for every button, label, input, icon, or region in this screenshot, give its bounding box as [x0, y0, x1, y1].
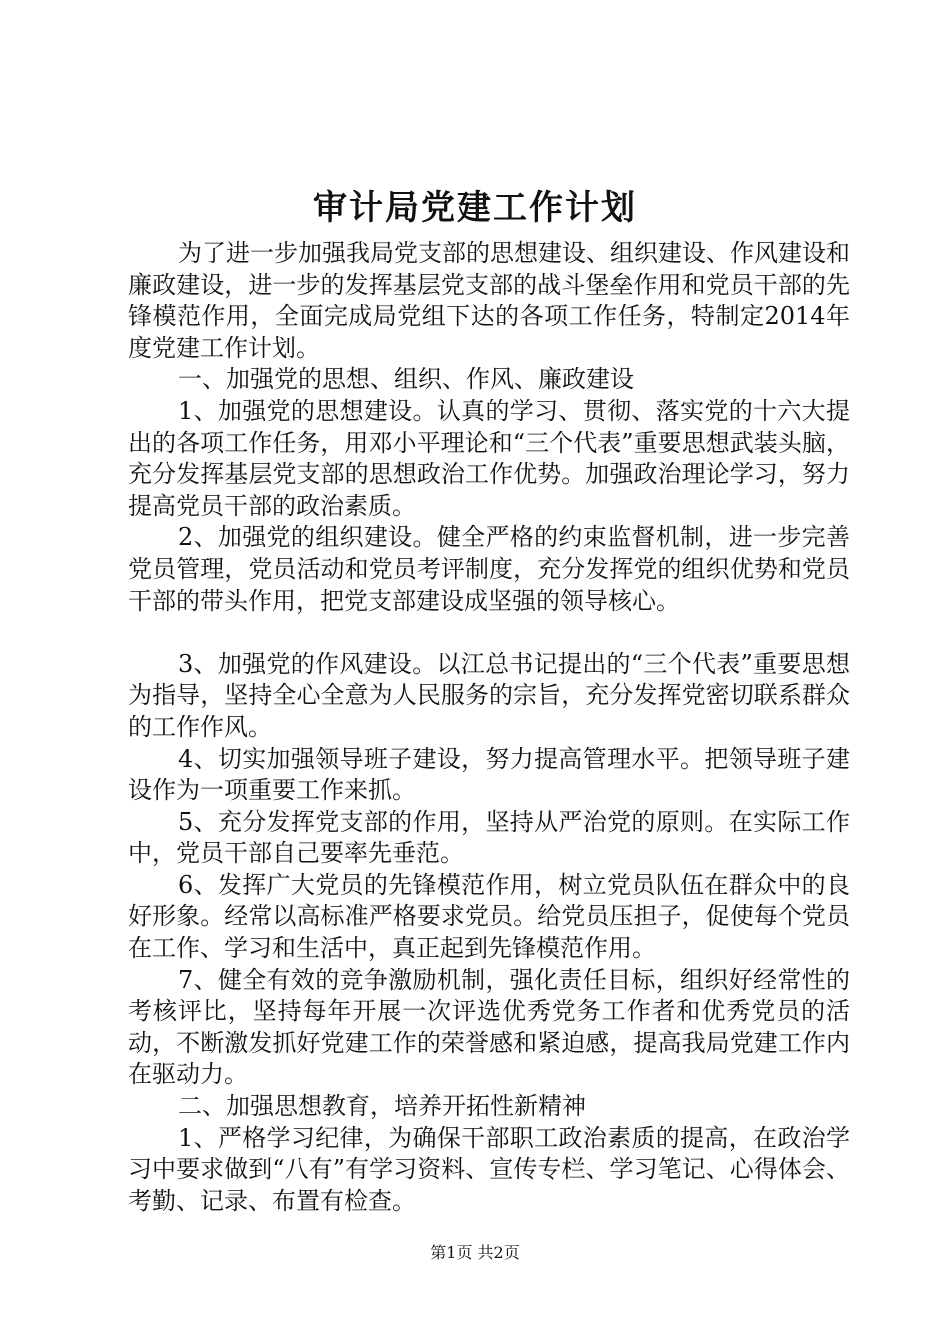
- item-paragraph: 6、发挥广大党员的先锋模范作用，树立党员队伍在群众中的良好形象。经常以高标准严格要求党员。给党员压担子，促使每个党员在工作、学习和生活中，真正起到先锋模范作用。: [128, 870, 850, 963]
- item-paragraph: 4、切实加强领导班子建设，努力提高管理水平。把领导班子建设作为一项重要工作来抓。: [128, 744, 850, 805]
- item-paragraph: 5、充分发挥党支部的作用，坚持从严治党的原则。在实际工作中，党员干部自己要率先垂范。: [128, 807, 850, 868]
- document-title: 审计局党建工作计划: [313, 188, 637, 228]
- section-heading-1: 一、加强党的思想、组织、作风、廉政建设: [178, 365, 634, 394]
- section-heading-2: 二、加强思想教育，培养开拓性新精神: [178, 1092, 586, 1121]
- item-paragraph: 7、健全有效的竞争激励机制，强化责任目标，组织好经常性的考核评比，坚持每年开展一次评选优秀党务工作者和优秀党员的活动，不断激发抓好党建工作的荣誉感和紧迫感，提高我局党建工作内在驱动力。: [128, 965, 850, 1089]
- item-paragraph: 1、加强党的思想建设。认真的学习、贯彻、落实党的十六大提出的各项工作任务，用邓小平理论和“三个代表”重要思想武装头脑，充分发挥基层党支部的思想政治工作优势。加强政治理论学习，努力提高党员干部的政治素质。: [128, 396, 850, 520]
- document-body: [128, 238, 850, 1217]
- item-paragraph: 1、严格学习纪律，为确保干部职工政治素质的提高，在政治学习中要求做到“八有”有学习资料、宣传专栏、学习笔记、心得体会、考勤、记录、布置有检查。: [128, 1123, 850, 1215]
- item-paragraph: 3、加强党的作风建设。以江总书记提出的“三个代表”重要思想为指导，坚持全心全意为人民服务的宗旨，充分发挥党密切联系群众的工作作风。: [128, 649, 850, 741]
- page-number-footer: 第1页 共2页: [430, 1243, 520, 1262]
- intro-paragraph: 为了进一步加强我局党支部的思想建设、组织建设、作风建设和廉政建设，进一步的发挥基层党支部的战斗堡垒作用和党员干部的先锋模范作用，全面完成局党组下达的各项工作任务，特制定2014年度党建工作计划。: [128, 239, 850, 362]
- item-paragraph: 2、加强党的组织建设。健全严格的约束监督机制，进一步完善党员管理，党员活动和党员考评制度，充分发挥党的组织优势和党员干部的带头作用，把党支部建设成坚强的领导核心。: [128, 523, 850, 615]
